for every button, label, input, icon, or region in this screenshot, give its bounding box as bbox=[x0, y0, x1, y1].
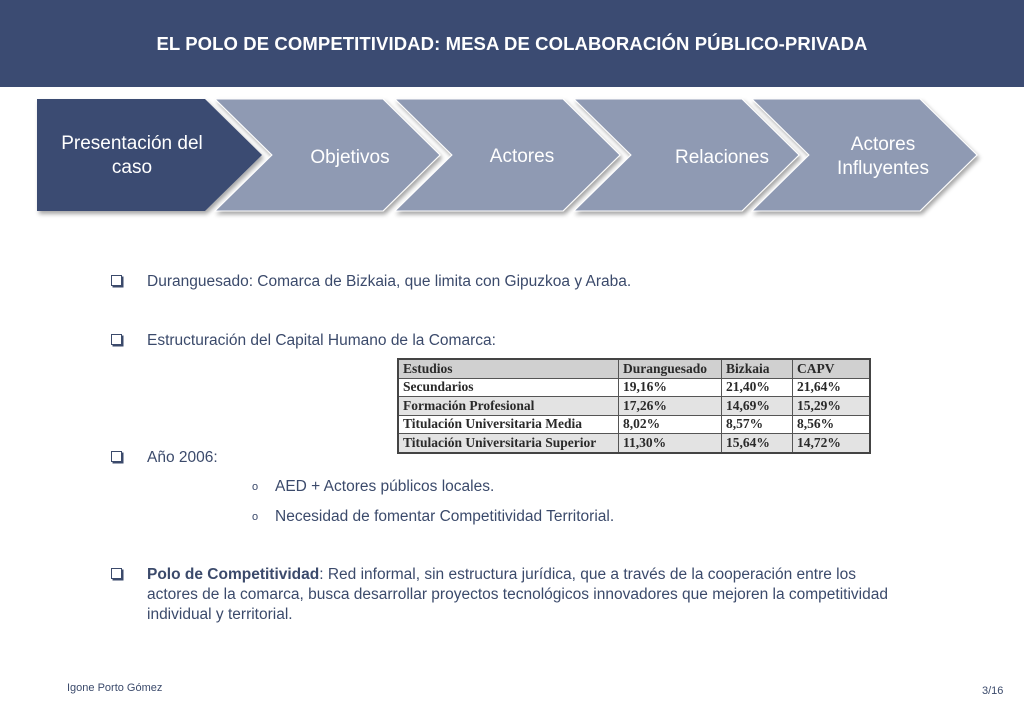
bullet-line: individual y territorial. bbox=[147, 606, 293, 623]
page-title: EL POLO DE COMPETITIVIDAD: MESA DE COLABORACIÓN PÚBLICO-PRIVADA bbox=[156, 33, 868, 54]
table-cell: 17,26% bbox=[619, 397, 722, 416]
sub-bullet-competitividad: Necesidad de fomentar Competitividad Territorial. bbox=[275, 508, 615, 525]
bullet-polo-competitividad bbox=[147, 565, 997, 625]
step-label-relaciones: Relaciones bbox=[675, 147, 769, 168]
process-steps bbox=[0, 0, 1024, 240]
table-row bbox=[398, 434, 870, 453]
sub-bullet-aed: AED + Actores públicos locales. bbox=[275, 478, 495, 495]
studies-table bbox=[397, 358, 871, 454]
step-label-presentacion: Presentación del caso bbox=[61, 133, 203, 178]
polo-term: Polo de Competitividad bbox=[147, 566, 320, 583]
step-label-objetivos: Objetivos bbox=[310, 147, 390, 168]
footer-author: Igone Porto Gómez bbox=[67, 682, 163, 694]
table-cell: 19,16% bbox=[619, 378, 722, 397]
step-label-actores: Actores bbox=[489, 146, 555, 167]
table-cell: Titulación Universitaria Superior bbox=[398, 434, 619, 453]
table-cell: Secundarios bbox=[398, 378, 619, 397]
table-cell: 8,57% bbox=[722, 415, 793, 434]
table-row bbox=[398, 397, 870, 416]
page-number: 3/16 bbox=[982, 685, 1004, 697]
table-cell: 15,29% bbox=[793, 397, 871, 416]
table-row bbox=[398, 378, 870, 397]
checkbox-bullet-icon bbox=[111, 451, 122, 462]
table-header-cell: CAPV bbox=[793, 359, 871, 378]
table-cell: 11,30% bbox=[619, 434, 722, 453]
table-cell: 15,64% bbox=[722, 434, 793, 453]
checkbox-bullet-icon bbox=[111, 275, 122, 286]
checkbox-bullet-icon bbox=[111, 334, 122, 345]
table-header-cell: Estudios bbox=[398, 359, 619, 378]
table-cell: Titulación Universitaria Media bbox=[398, 415, 619, 434]
bullet-line-text: : Red informal, sin estructura jurídica, que a través de la cooperación entre los bbox=[319, 566, 856, 583]
table-cell: 8,56% bbox=[793, 415, 871, 434]
table-header-cell: Duranguesado bbox=[619, 359, 722, 378]
bullet-ano-2006: Año 2006: bbox=[147, 449, 218, 466]
table-cell: 14,72% bbox=[793, 434, 871, 453]
table-cell: Formación Profesional bbox=[398, 397, 619, 416]
table-cell: 8,02% bbox=[619, 415, 722, 434]
table-header-cell: Bizkaia bbox=[722, 359, 793, 378]
table-cell: 21,40% bbox=[722, 378, 793, 397]
bullet-line bbox=[147, 565, 997, 585]
bullet-duranguesado: Duranguesado: Comarca de Bizkaia, que limita con Gipuzkoa y Araba. bbox=[147, 273, 632, 290]
step-label-actores-influyentes: Actores Influyentes bbox=[837, 134, 929, 179]
table-cell: 21,64% bbox=[793, 378, 871, 397]
table-row bbox=[398, 415, 870, 434]
bullet-line: actores de la comarca, busca desarrollar proyectos tecnológicos innovadores que mejoren la competitividad bbox=[147, 586, 888, 603]
sub-bullet-marker: o bbox=[252, 481, 259, 493]
table-cell: 14,69% bbox=[722, 397, 793, 416]
table-header-row bbox=[398, 359, 870, 378]
sub-bullet-marker: o bbox=[252, 511, 259, 523]
checkbox-bullet-icon bbox=[111, 568, 122, 579]
bullet-capital-humano: Estructuración del Capital Humano de la Comarca: bbox=[147, 332, 496, 349]
